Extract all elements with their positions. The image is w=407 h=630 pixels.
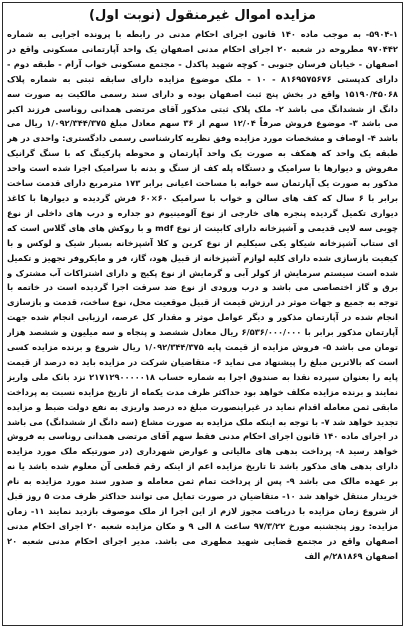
notice-paragraph: ۵۹۰۴-۱- به موجب ماده ۱۴۰ قانون اجرای احکام مدنی در رابطه با پرونده اجرایی به شماره ۹۷۰۴۴۲ مطروحه در شعبه ۲۰ اجرای احکام مدنی اصفهان یک واحد آپارتمانی مسکونی واقع در اصفهان - خیابان فرسان جنوبی - کوچه شهید پاکدل - مجتمع مسکونی خواب آرام - طبقه دوم - دارای کدپستی ۸۱۶۹۵۷۵۶۷۶ - ۱۰ - ملک موضوع مزایده دارای سابقه ثبتی به شماره پلاک ۱۵۱۹۰/۴۵۰۶۸ واقع در بخش پنج ثبت اصفهان بوده و دارای سند رسمی مالکیت به صورت سه دانگ از ششدانگ می باشد ۲- ملک پلاک ثبتی مذکور آقای مرتضی همدانی روناسی فرزند اکبر می باشد ۳- موضوع فروش صرفاً ۱۲/۰۴ سهم از ۳۶ سهم معادل مبلغ ۱/۰۹۲/۳۴۴/۳۷۵ ریال می باشد ۴- اوصاف و مشخصات مورد مزایده وفق نظریه کارشناسی رسمی دادگستری: واحدی در هر طبقه یک واحد که همکف به صورت یک واحد آپارتمان و محوطه پارکینگ که با سنگ گرانیک مفروش و دیوارها با سرامیک و دستگاه پله کف از سنگ و بدنه با سرامیک اجرا شده است واحد مذکور به صورت یک آپارتمان سه خوابه با مساحت اعیانی برابر ۱۷۳ مترمربع دارای قدمت ساخت برابر با ۶ سال که کف های سالن و خواب با سرامیک ۶۰×۶۰ فرش گردیده و دیوارها با کاغذ دیواری تکمیل گردیده پنجره های خارجی از نوع آلومینیوم دو جداره و درب های داخلی از نوع چوبی سه لایی قدیمی و آشپزخانه دارای کابینت از نوع mdf و با روکش های های گلاس است که ای ستاب آشپزخانه شیکاو یکی سیکلیم از نوع کرین و کلا آشپزخانه بسیار شیک و لوکس و با کیفیت بازسازی شده دارای کلیه لوازم آشپزخانه از قبیل هود، گاز، فر و مایکروفر تجهیز و تکمیل شده است سیستم سرمایش از کولر آبی و گرمایش از نوع پکیج و دارای اشتراکات آب مشترک و برق و گاز اختصاصی می باشد و درب ورودی از نوع ضد سرقت اجرا گردیده است در خاتمه با توجه به جمیع و جهات موثر در ارزش قیمت از قبیل موقعیت محل، نوع ساخت، قدمت و بازسازی انجام شده در آپارتمان مذکور و دیگر عوامل موثر و مقدار کل عرصه، ارزیابی انجام شده جهت آپارتمان مذکور برابر با ۶/۵۳۶/۰۰۰/۰۰۰ ریال معادل ششصد و پنجاه و سه میلیون و ششصد هزار تومان می باشد ۵- فروش مزایده از قیمت پایه ۱/۰۹۲/۳۴۴/۳۷۵ ریال شروع و برنده مزایده کسی است که بالاترین مبلغ را پیشنهاد می نماید ۶- متقاضیان شرکت در مزایده باید ده درصد از قیمت پایه را بعنوان سپرده نقدا به صندوق اجرا به شماره حساب ۲۱۷۱۲۹۰۰۰۰۰۱۸ نزد بانک ملی واریز نمایند و برنده مزایده مکلف خواهد بود حداکثر ظرف مدت یکماه از تاریخ مزایده نسبت به پرداخت مابقی ثمن معامله اقدام نماید در غیراینصورت مبلغ ده درصد واریزی به نفع دولت ضبط و مزایده تجدید خواهد شد ۷- با توجه به اینکه ملک مزایده به صورت مشاع (سه دانگ از ششدانگ) می باشد در اجرای ماده ۱۴۰ قانون اجرای احکام مدنی فقط سهم آقای مرتضی همدانی روناسی به فروش خواهد رسید ۸- پرداخت بدهی های مالیاتی و عوارض شهرداری (در صورتیکه ملک مورد مزایده دارای بدهی های مذکور باشد تا تاریخ مزایده اعم از اینکه رقم قطعی آن معلوم شده باشد یا نه بر عهده مالک می باشد ۹- پس از پرداخت تمام ثمن معامله و صدور سند مورد مزایده به نام خریدار منتقل خواهد شد ۱۰- متقاضیان در صورت تمایل می توانند حداکثر ظرف مدت ۵ روز قبل از شروع زمان مزایده با دریافت مجوز لازم از این اجرا از ملک موصوف بازدید نمایند ۱۱- زمان مزایده: روز پنجشنبه مورخ ۹۷/۳/۲۲ ساعت ۸ الی ۹ و مکان مزایده شعبه ۲۰ اجرای احکام مدنی اصفهان واقع در مجتمع قضایی شهید مطهری می باشد. مدیر اجرای احکام مدنی شعبه ۲۰ اصفهان ۲۸۱۸۶۹/م الف (7, 29, 398, 561)
legal-notice-box (2, 2, 403, 626)
notice-body (7, 27, 398, 621)
notice-title: مزایده اموال غیرمنقول (نوبت اول) (89, 8, 316, 23)
